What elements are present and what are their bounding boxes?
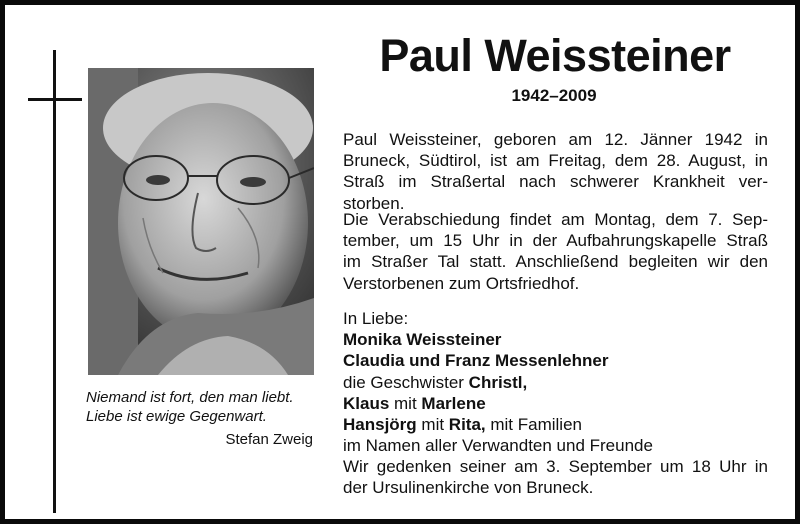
portrait-photo [88, 68, 314, 375]
mourner-text: mit [389, 393, 422, 413]
announcement-paragraph [343, 129, 768, 214]
text-line: storben. [343, 193, 405, 213]
mourner-name: Marlene [421, 393, 486, 413]
quote-line: Liebe ist ewige Gegenwart. [86, 408, 267, 425]
mourner-line [343, 329, 768, 350]
funeral-paragraph [343, 209, 768, 294]
mourner-name: Monika Weissteiner [343, 330, 502, 350]
text-line: Straß im Straßertal nach schwerer Krankheit ver- [343, 172, 768, 192]
text-line: Wir gedenken seiner am 3. September um 18 Uhr in [343, 457, 768, 476]
mourners-intro: In Liebe: [343, 309, 409, 328]
mourner-line [343, 372, 768, 393]
mourner-text: mit Familien [485, 415, 582, 435]
mourner-text: mit [416, 415, 449, 435]
cross-icon-bar [28, 98, 82, 101]
life-years: 1942–2009 [511, 86, 597, 105]
mourner-name: Claudia und Franz Messenlehner [343, 351, 609, 371]
quote-line: Niemand ist fort, den man liebt. [86, 389, 294, 406]
mourners-list [343, 308, 768, 456]
quote-author: Stefan Zweig [225, 431, 313, 448]
text-line: tember, um 15 Uhr in der Aufbahrungskapelle Straß [343, 231, 768, 251]
text-line: Paul Weissteiner, geboren am 12. Jänner 1942 in [343, 130, 768, 149]
mourner-line [343, 393, 768, 414]
memorial-paragraph [343, 456, 768, 498]
mourner-name: Christl, [468, 372, 528, 392]
mourner-text: die Geschwister [343, 372, 469, 392]
text-line: der Ursulinenkirche von Bruneck. [343, 478, 594, 498]
mourner-line: im Namen aller Verwandten und Freunde [343, 436, 653, 456]
mourner-line [343, 414, 768, 435]
text-line: Die Verabschiedung findet am Montag, dem 7. Sep- [343, 210, 768, 229]
deceased-name: Paul Weissteiner [379, 30, 731, 81]
cross-icon [53, 50, 56, 513]
quote [86, 388, 318, 426]
mourner-name: Klaus [343, 393, 390, 413]
mourner-name: Rita, [448, 415, 486, 435]
mourner-line [343, 350, 768, 371]
text-line: im Straßer Tal statt. Anschließend begleiten wir den [343, 252, 768, 272]
mourner-name: Hansjörg [343, 415, 417, 435]
text-line: Verstorbenen zum Ortsfriedhof. [343, 273, 580, 293]
text-line: Bruneck, Südtirol, ist am Freitag, dem 28. August, in [343, 151, 768, 171]
